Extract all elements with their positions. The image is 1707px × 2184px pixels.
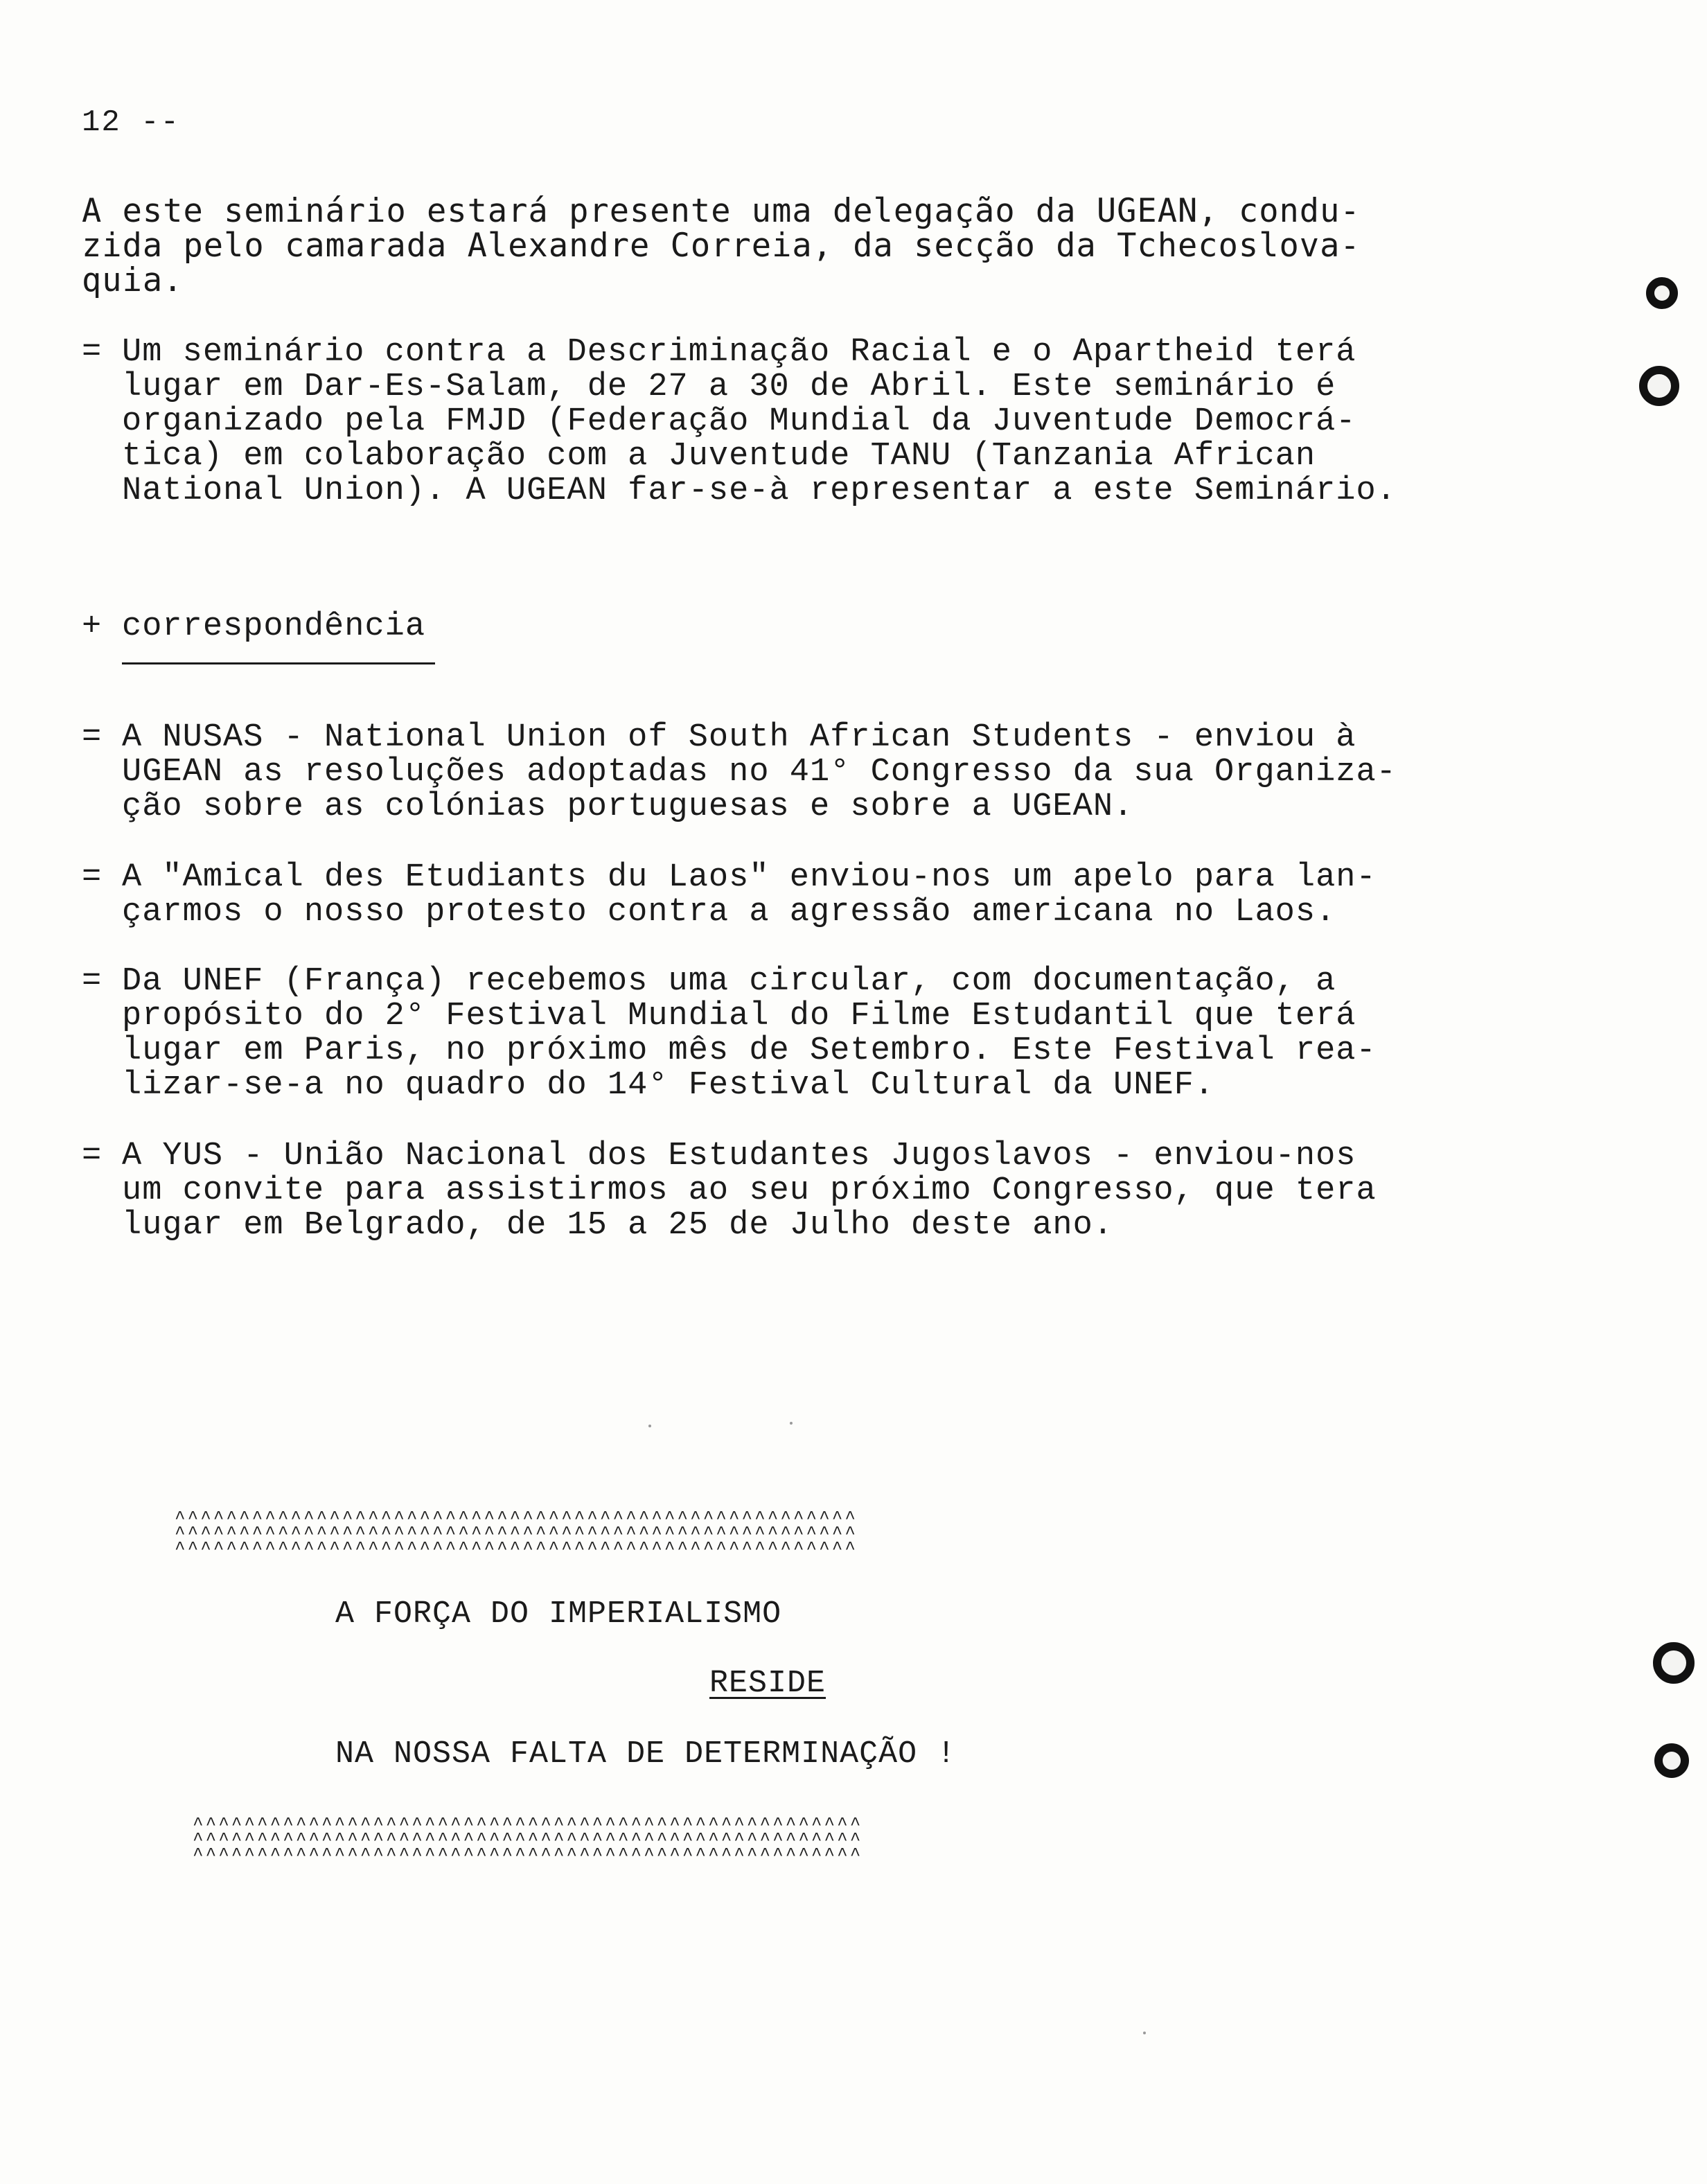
section-title: correspondência xyxy=(122,608,426,645)
scan-speck xyxy=(1143,2032,1146,2034)
section-marker: + xyxy=(82,608,103,645)
punch-hole xyxy=(1653,1642,1695,1684)
punch-hole xyxy=(1639,366,1679,406)
caret-border-top: ^^^^^^^^^^^^^^^^^^^^^^^^^^^^^^^^^^^^^^^^^^^^^^^^^^^^^ ^^^^^^^^^^^^^^^^^^^^^^^^^^^^^^^^^^^^^^^^^^^^^^^^^^^^^ ^^^^^^^^^^^^^^^^^^^^^^^^^^^^^^^^^^^^^^^^^^^^^^^^^^^^^ xyxy=(175,1508,858,1559)
punch-hole xyxy=(1654,1743,1689,1778)
punch-hole xyxy=(1646,277,1678,309)
bullet-marker: = xyxy=(82,963,103,1000)
slogan-line-3: NA NOSSA FALTA DE DETERMINAÇÃO ! xyxy=(335,1736,957,1772)
list-item-text: Da UNEF (França) recebemos uma circular, com documentação, a propósito do 2° Festival Mundial do Filme Estudantil que terá lugar em Paris, no próximo mês de Setembro. Este Festival rea- lizar-se-a no quadro do 14° Festival Cultural da UNEF. xyxy=(122,963,1377,1104)
slogan-line-1: A FORÇA DO IMPERIALISMO xyxy=(335,1596,782,1632)
bullet-marker: = xyxy=(82,859,103,896)
heading-underline xyxy=(122,662,435,664)
list-item-text: A YUS - União Nacional dos Estudantes Jugoslavos - enviou-nos um convite para assistirmos ao seu próximo Congresso, que tera lugar em Belgrado, de 15 a 25 de Julho deste ano. xyxy=(122,1138,1377,1244)
list-item-text: A "Amical des Etudiants du Laos" enviou-nos um apelo para lan- çarmos o nosso protesto contra a agressão americana no Laos. xyxy=(122,859,1377,931)
list-item-text: Um seminário contra a Descriminação Racial e o Apartheid terá lugar em Dar-Es-Salam, de 27 a 30 de Abril. Este seminário é organizado pela FMJD (Federação Mundial da Juventude Democrá- tica) em colaboração com a Juventude TANU (Tanzania African National Union). A UGEAN far-se-à representar a este Seminário. xyxy=(122,334,1397,509)
scan-speck xyxy=(648,1425,651,1427)
scan-speck xyxy=(790,1422,793,1425)
bullet-marker: = xyxy=(82,334,103,371)
intro-paragraph: A este seminário estará presente uma delegação da UGEAN, condu- zida pelo camarada Alexandre Correia, da secção da Tchecoslova- quia. xyxy=(82,192,1361,299)
list-item-text: A NUSAS - National Union of South African Students - enviou à UGEAN as resoluções adoptadas no 41° Congresso da sua Organiza- ção sobre as colónias portuguesas e sobre a UGEAN. xyxy=(122,719,1397,825)
bullet-marker: = xyxy=(82,1138,103,1174)
caret-border-bottom: ^^^^^^^^^^^^^^^^^^^^^^^^^^^^^^^^^^^^^^^^^^^^^^^^^^^^ ^^^^^^^^^^^^^^^^^^^^^^^^^^^^^^^^^^^^^^^^^^^^^^^^^^^^ ^^^^^^^^^^^^^^^^^^^^^^^^^^^^^^^^^^^^^^^^^^^^^^^^^^^^ xyxy=(193,1814,863,1865)
page-number: 12 -- xyxy=(82,105,181,140)
slogan-line-2: RESIDE xyxy=(709,1666,826,1701)
bullet-marker: = xyxy=(82,719,103,756)
